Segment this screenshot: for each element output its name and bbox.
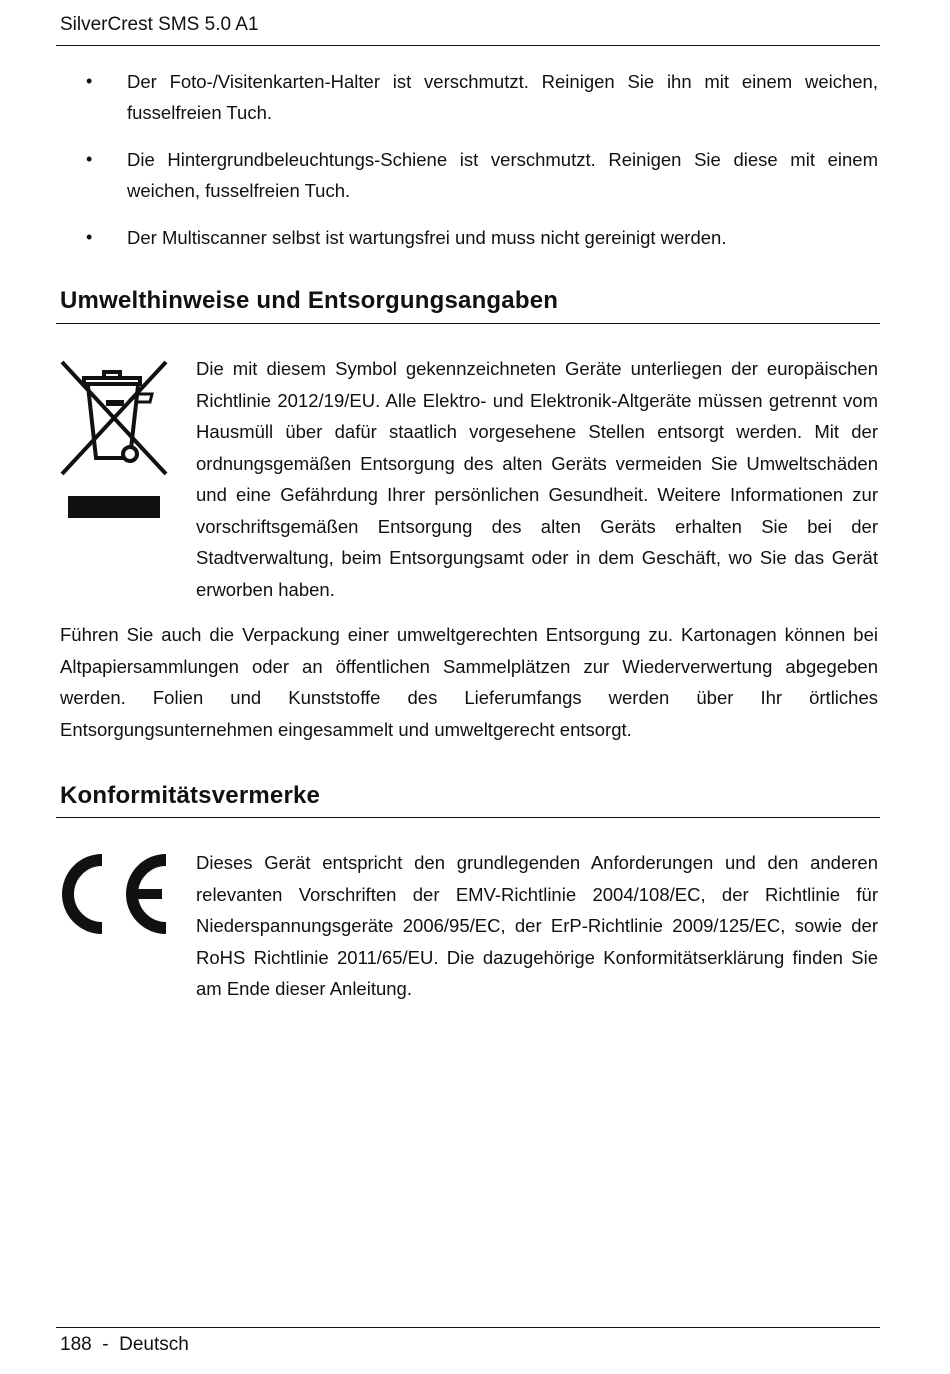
- bullet-text: Die Hintergrundbeleuchtungs-Schiene ist verschmutzt. Reinigen Sie diese mit einem weichen, fusselfreien Tuch.: [127, 149, 878, 201]
- header-rule: [56, 45, 880, 46]
- bullet-text: Der Multiscanner selbst ist wartungsfrei und muss nicht gereinigt werden.: [127, 227, 727, 248]
- bullet-item: [60, 144, 878, 206]
- bullet-item: [60, 66, 878, 128]
- bullet-dot-icon: •: [86, 149, 93, 169]
- environment-heading-rule: [56, 323, 880, 324]
- cleaning-bullet-list: [60, 66, 878, 269]
- bullet-text: Der Foto-/Visitenkarten-Halter ist verschmutzt. Reinigen Sie ihn mit einem weichen, fusselfreien Tuch.: [127, 71, 878, 123]
- conformity-heading: Konformitätsvermerke: [60, 782, 321, 809]
- conformity-heading-rule: [56, 817, 880, 818]
- ce-mark-icon: [58, 852, 174, 936]
- weee-symbol-paragraph: Die mit diesem Symbol gekennzeichneten Geräte unterliegen der europäischen Richtlinie 2012/19/EU. Alle Elektro- und Elektronik-Altgeräte müssen getrennt vom Hausmüll über dafür staatlich vorgesehene Stellen entsorgt werden. Mit der ordnungsgemäßen Entsorgung des alten Geräts vermeiden Sie Umweltschäden und eine Gefährdung Ihrer persönlichen Gesundheit. Weitere Informationen zur vorschriftsgemäßen Entsorgung des alten Geräts erhalten Sie bei der Stadtverwaltung, beim Entsorgungsamt oder in dem Geschäft, wo Sie das Gerät erworben haben.: [196, 358, 878, 600]
- bullet-dot-icon: •: [86, 71, 93, 91]
- bullet-dot-icon: •: [86, 227, 93, 247]
- packaging-paragraph: Führen Sie auch die Verpackung einer umweltgerechten Entsorgung zu. Kartonagen können bei Altpapiersammlungen oder an öffentlichen Sammelplätzen zur Wiederverwertung abgegeben werden. Folien und Kunststoffe des Lieferumfangs werden über Ihr örtliches Entsorgungsunternehmen eingesammelt und umweltgerecht entsorgt.: [60, 624, 878, 740]
- weee-crossed-bin-icon: [58, 358, 170, 524]
- conformity-paragraph: Dieses Gerät entspricht den grundlegenden Anforderungen und den anderen relevanten Vorschriften der EMV-Richtlinie 2004/108/EC, der Richtlinie für Niederspannungsgeräte 2006/95/EC, der ErP-Richtlinie 2009/125/EC, sowie der RoHS Richtlinie 2011/65/EU. Die dazugehörige Konformitätserklärung finden Sie am Ende dieser Anleitung.: [196, 852, 878, 999]
- page-number-footer: 188 - Deutsch: [60, 1334, 189, 1355]
- document-header-title: SilverCrest SMS 5.0 A1: [60, 14, 259, 35]
- environment-heading: Umwelthinweise und Entsorgungsangaben: [60, 287, 559, 314]
- bullet-item: [60, 222, 878, 253]
- footer-rule: [56, 1327, 880, 1328]
